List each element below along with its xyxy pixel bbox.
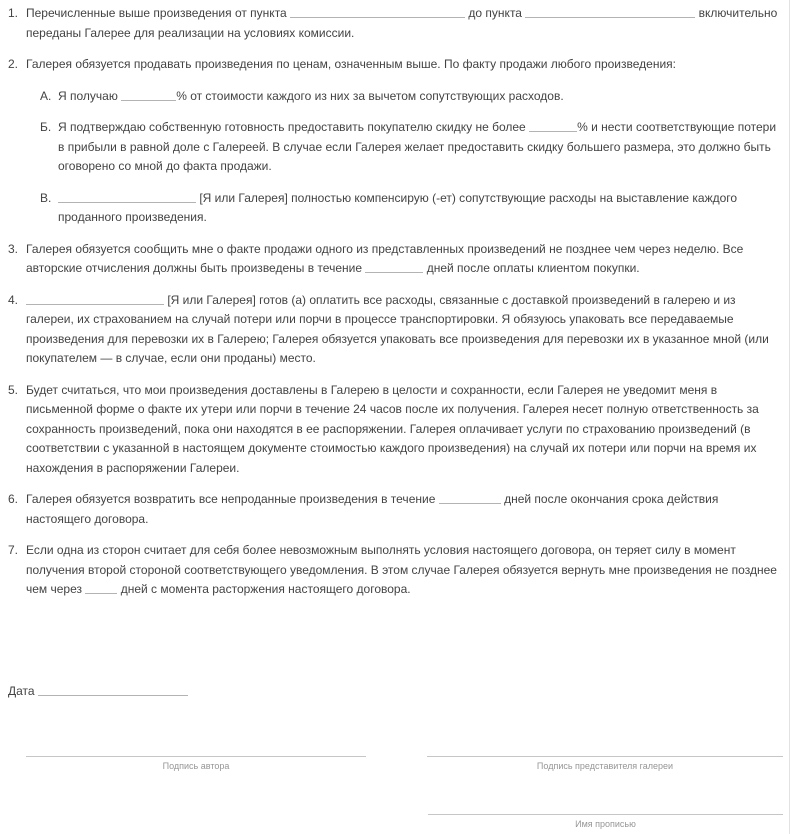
item-text — [26, 490, 783, 529]
text-segment: Галерея обязуется возвратить все непроданные произведения в течение — [26, 492, 436, 506]
subitem-letter: А. — [40, 88, 52, 103]
gallery-signature-block — [427, 756, 783, 772]
contract-item-7 — [8, 541, 783, 600]
subitem-text — [58, 118, 783, 177]
contract-item-4 — [8, 291, 783, 369]
item-number: 1. — [8, 6, 19, 20]
blank-days-return — [439, 493, 501, 504]
author-signature-line — [26, 756, 366, 757]
author-signature-block — [26, 756, 366, 772]
text-segment: дней с момента расторжения настоящего договора. — [120, 582, 411, 596]
contract-item-2 — [8, 55, 783, 228]
item-number: 4. — [8, 292, 19, 307]
item-number: 3. — [8, 241, 19, 256]
gallery-signature-line — [427, 756, 783, 757]
subitem-letter: Б. — [40, 120, 52, 134]
text-segment: дней после оплаты клиентом покупки. — [426, 261, 640, 275]
contract-item-1 — [8, 4, 783, 43]
item-text — [26, 240, 783, 279]
gallery-signature-caption: Подпись представителя галереи — [536, 761, 674, 771]
blank-percent-author — [121, 90, 176, 101]
blank-to-point — [525, 7, 695, 18]
text-segment: Перечисленные выше произведения от пункта — [26, 6, 287, 20]
item-number: 6. — [8, 492, 19, 506]
item-number: 2. — [8, 57, 19, 71]
item-number: 5. — [8, 382, 19, 397]
item-text — [26, 55, 783, 75]
text-segment: до пункта — [468, 6, 522, 20]
item-text — [26, 541, 783, 600]
item-text — [26, 4, 783, 43]
name-caption: Имя прописью — [575, 819, 636, 829]
text-segment: Если одна из сторон считает для себя более невозможным выполнять условия настоящего договора, он теряет силу в момент получения второй стороной соответствующего уведомления. В этом случае Галерея обязуется вернуть мне произведения не позднее чем через — [26, 543, 777, 596]
contract-item-2v — [40, 189, 783, 228]
name-line — [428, 814, 783, 815]
contract-item-2a — [40, 87, 783, 107]
author-signature-caption: Подпись автора — [162, 761, 230, 771]
text-segment: [Я или Галерея] готов (а) оплатить все расходы, связанные с доставкой произведений в галерею и из галереи, их страхованием на случай потери или порчи в процессе транспортировки. Я обязуюсь упаковать все передаваемые произведения для перевозки их в Галерею; Галерея обязуется упаковать все произведения для перевозки их в указанное мной (или покупателем — в случае, если они проданы) место. — [26, 292, 769, 365]
signature-area — [26, 756, 783, 772]
item-number: 7. — [8, 543, 19, 557]
subitem-text — [58, 189, 783, 228]
text-segment: % и нести соответствующие потери в прибыли в равной доле с Галереей. В случае если Галерея желает предоставить скидку большего размера, это должно быть оговорено со мной до факта продажи. — [58, 120, 777, 173]
date-row — [8, 682, 188, 702]
text-segment: % от стоимости каждого из них за вычетом сопутствующих расходов. — [176, 88, 564, 103]
blank-days-termination — [85, 583, 117, 594]
subitem-letter: В. — [40, 190, 52, 205]
blank-days-royalties — [365, 262, 423, 273]
blank-from-point — [290, 7, 465, 18]
subitem-text — [58, 87, 783, 107]
blank-party-expenses — [58, 192, 196, 203]
text-segment: Галерея обязуется продавать произведения по ценам, означенным выше. По факту продажи любого произведения: — [26, 57, 676, 71]
date-label: Дата — [8, 684, 35, 698]
blank-date — [38, 685, 188, 696]
contract-item-6 — [8, 490, 783, 529]
text-segment: Будет считаться, что мои произведения доставлены в Галерею в целости и сохранности, если Галерея не уведомит меня в письменной форме о факте их утери или порчи в течение 24 часов после их получения. Галерея несет полную ответственность за сохранность произведений, пока они находятся в ее распоряжении. Галерея оплачивает услуги по страхованию произведений (в соответствии с указанной в настоящем документе стоимостью каждого произведения) на случай их потери или порчи на время их нахождения в распоряжении Галереи. — [26, 382, 759, 475]
item-text — [26, 291, 783, 369]
text-segment: Галерея обязуется сообщить мне о факте продажи одного из представленных произведений не позднее чем через неделю. Все авторские отчисления должны быть произведены в течение — [26, 241, 744, 275]
contract-item-2b — [40, 118, 783, 177]
contract-item-3 — [8, 240, 783, 279]
blank-party-shipping — [26, 294, 164, 305]
text-segment: дней после окончания срока действия настоящего договора. — [26, 492, 719, 526]
blank-percent-discount — [529, 121, 577, 132]
text-segment: включительно переданы Галерее для реализации на условиях комиссии. — [26, 6, 778, 40]
item-text — [26, 381, 783, 479]
text-segment: Я подтверждаю собственную готовность предоставить покупателю скидку не более — [58, 120, 526, 134]
name-block — [428, 814, 783, 830]
text-segment: [Я или Галерея] полностью компенсирую (-ет) сопутствующие расходы на выставление каждого проданного произведения. — [58, 190, 738, 224]
item-body — [26, 55, 783, 228]
contract-item-5 — [8, 381, 783, 479]
text-segment: Я получаю — [58, 88, 118, 103]
